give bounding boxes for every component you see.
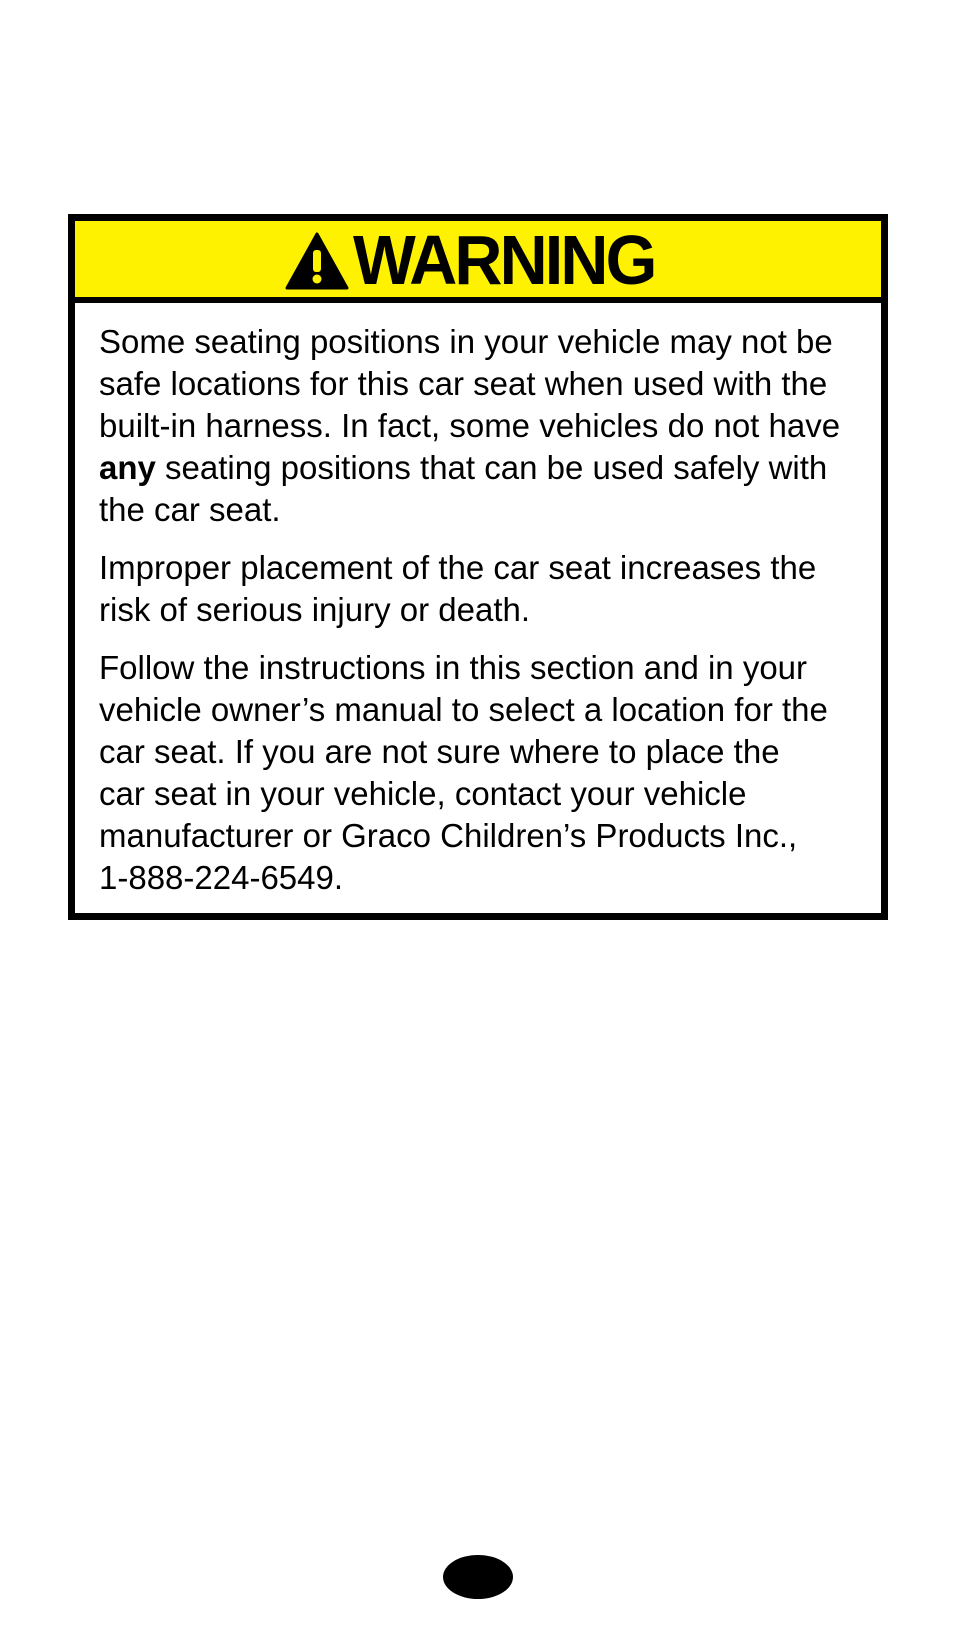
warning-title: WARNING [353, 221, 655, 299]
page-marker [443, 1555, 513, 1599]
warning-paragraph-3: Follow the instructions in this section and in your vehicle owner’s manual to select a location for the car seat. If you are not sure where to place the car seat in your vehicle, contact your vehicle manufacturer or Graco Children’s Products Inc., 1-888-224-6549. [99, 649, 828, 896]
paragraph-1-text-b: seating positions that can be used safely with the car seat. [99, 449, 828, 528]
warning-header [75, 221, 881, 303]
paragraph-1-text-a: Some seating positions in your vehicle may not be safe locations for this car seat when used with the built-in harness. In fact, some vehicles do not have [99, 323, 841, 444]
warning-triangle-icon [285, 232, 349, 290]
warning-paragraph-1 [99, 321, 857, 531]
warning-body [75, 303, 881, 899]
warning-paragraph-2: Improper placement of the car seat increases the risk of serious injury or death. [99, 549, 817, 628]
warning-box [68, 214, 888, 920]
paragraph-1-emphasis: any [99, 449, 156, 486]
